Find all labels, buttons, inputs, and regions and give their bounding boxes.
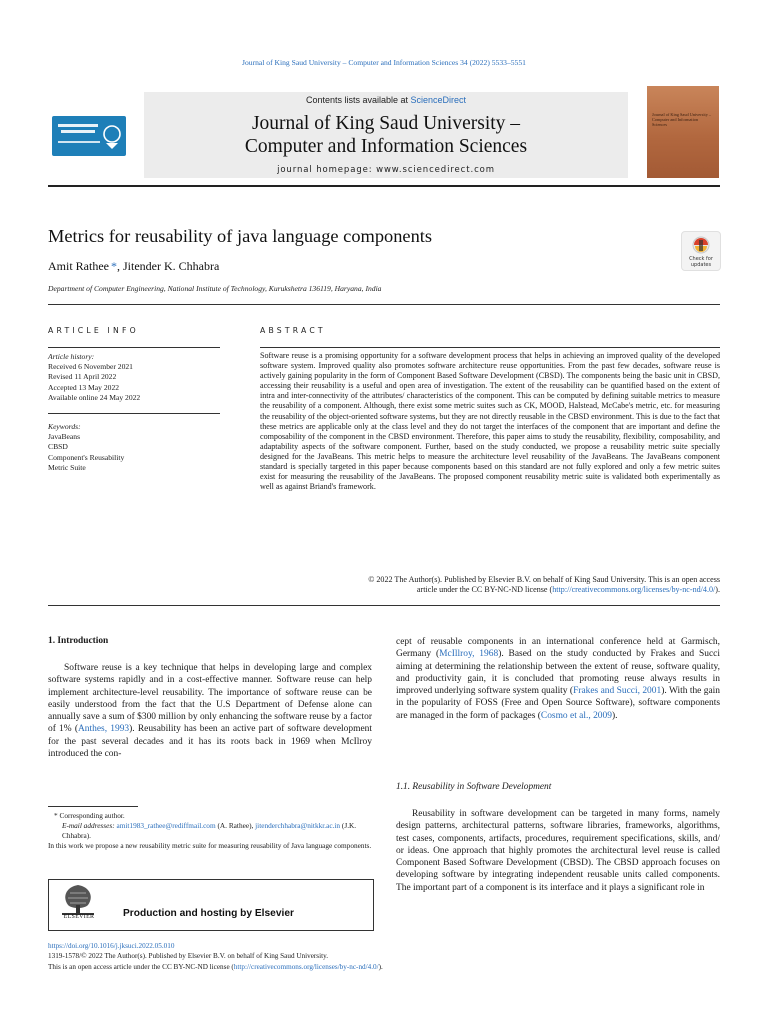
keyword: Component's Reusability (48, 452, 125, 462)
svg-text:updates: updates (690, 262, 712, 268)
check-for-updates-icon[interactable] (681, 231, 721, 271)
footnote-rule (48, 806, 138, 807)
ref-mcillroy-1968[interactable]: McIllroy, 1968 (439, 649, 499, 660)
authors (48, 259, 219, 274)
divider-top (48, 304, 720, 305)
keyword: JavaBeans (48, 432, 81, 442)
svg-text:Check for: Check for (689, 256, 713, 262)
sciencedirect-link[interactable]: ScienceDirect (410, 95, 467, 105)
article-info-rule (48, 347, 220, 348)
copyright-line2: article under the CC BY-NC-ND license (http://creativecommons.org/licenses/by-nc-nd/4.0/). (416, 585, 720, 595)
abstract-text: Software reuse is a promising opportunity for a software development process that helps in achieving an improved quality of the developed software system. Improved quality also promotes software architecture reuse opportunities. From the past few decades, software reuse is actively gaining popularity in the form of Component Based Software Development (CBSD). The components being the basic unit in CBSD, accessing their reusability is a useful and open area of investigation. The extent of the reusability can be quantified based on the extent of intra and inter-connectivity of the attributes/ characteristics of the component. This can be computed by defining suitable metrics to measure the reusability of a component. Although, there exist some metric suites such as CK, MOOD, Halstead, McCabe's metric, etc. for measuring the reusability of the object-oriented software systems, but they are not directly reusable in the CBSD environment. This is due to the fact that these metrics are applicable only at the class level and they do not target the interfaces of the component that are important and define the composability of the component in the CBSD environment. Therefore, this paper aims to study the reusability, flexibility, composability, and adaptability aspects of the software component. Further, based on the study conducted, we propose a reusability metric suite specially designed for the JavaBeans. This metric helps to measure the architecture level reusability of the JavaBeans. The JavaBeans component standard is specially targeted in this paper because components based on this standard are not fully explored and only a few metric suites exist for measuring the reusability of the JavaBeans. The proposed component reusability metric suite is validated both experimentally as well as against Briand's framework. (260, 351, 720, 492)
keywords (48, 422, 220, 473)
email-rathee-link[interactable]: amit1983_rathee@rediffmail.com (116, 821, 216, 831)
doi-link[interactable]: https://doi.org/10.1016/j.jksuci.2022.05.010 (48, 942, 175, 950)
journal-title (144, 112, 628, 158)
keywords-label: Keywords: (48, 422, 81, 431)
intro-paragraph-1: Software reuse is a key technique that helps in developing large and complex software systems rapidly and in a cost-effective manner. Software reuse can help implement architecture-level reusability. The importance of software reuse can be easily understood from the fact that the U.S Department of Defense alone can annually save a sum of $300 million by only enhancing the software reuse by a factor of 1% (Anthes, 1993). Reusability has been an active part of software development for the past several decades and it has its roots back in 1969 when McIlroy introduced the con- (48, 663, 372, 760)
history-online: Available online 24 May 2022 (48, 392, 141, 402)
article-title: Metrics for reusability of java language components (48, 226, 433, 246)
history-accepted: Accepted 13 May 2022 (48, 382, 120, 392)
contents-prefix: Contents lists available at (305, 95, 411, 105)
keyword: CBSD (48, 442, 68, 452)
section-heading-introduction: 1. Introduction (48, 636, 109, 646)
page-footer (48, 941, 720, 972)
article-history (48, 352, 220, 403)
footnotes (48, 811, 372, 851)
email-chhabra-link[interactable]: jitenderchhabra@nitkkr.ac.in (255, 821, 341, 831)
journal-title-line2: Computer and Information Sciences (244, 136, 528, 157)
keywords-rule (48, 413, 220, 414)
footer-license-link[interactable]: http://creativecommons.org/licenses/by-nc-nd/4.0/ (233, 962, 379, 971)
journal-cover-text: Journal of King Saud University – Computer and Information Sciences (652, 112, 712, 128)
keyword: Metric Suite (48, 462, 86, 472)
footnote-emails: E-mail addresses: amit1983_rathee@rediffmail.com (A. Rathee), jitenderchhabra@nitkkr.ac.in (J.K. Chhabra). (62, 821, 357, 841)
elsevier-wordmark: ELSEVIER (63, 914, 95, 920)
corresponding-mark[interactable]: * (110, 259, 117, 273)
intro-paragraph-1-continued: cept of reusable components in an international conference held at Garmisch, Germany (McIllroy, 1968). Based on the study conducted by Frakes and Succi aiming at determining the relationship between the extent of reuse, software quality, and productivity gain, it is concluded that promoting reuse always results in improved underlying software system quality (Frakes and Succi, 2001). With the gain in the popularity of FOSS (Free and Open Source Software), software components are managed in the form of packages (Cosmo et al., 2009). (396, 637, 720, 721)
history-label: Article history: (48, 352, 95, 361)
author-separator: , (116, 259, 123, 273)
ref-cosmo-2009[interactable]: Cosmo et al., 2009 (540, 710, 612, 721)
affiliation: Department of Computer Engineering, National Institute of Technology, Kurukshetra 136119, Haryana, India (48, 284, 382, 293)
masthead-rule (48, 185, 720, 187)
author-2: Jitender K. Chhabra (122, 259, 220, 273)
divider-mid (48, 605, 720, 606)
elsevier-tree-icon (58, 883, 98, 917)
journal-citation[interactable]: Journal of King Saud University – Computer and Information Sciences 34 (2022) 5533–5551 (242, 58, 526, 67)
ksu-logo-icon (52, 116, 126, 156)
abstract-heading: ABSTRACT (260, 326, 326, 335)
abstract-copyright (260, 575, 720, 595)
copyright-line1: © 2022 The Author(s). Published by Elsevier B.V. on behalf of King Saud University. This is an open access (368, 575, 720, 584)
abstract-rule (260, 347, 720, 348)
elsevier-hosting-text: Production and hosting by Elsevier (123, 908, 294, 919)
reusability-paragraph: Reusability in software development can be targeted in many forms, namely design patterns, architectural patterns, software libraries, frameworks, algorithms, test cases, components, artifacts, procedures, requirement specifications, skills, and/ or ideas. One approach that highly promotes the architectural level reuse is called Component Based Software Development (CBSD). The CBSD approach focuses on developing software by integrating independent reusable units called components. The important part of a component is its interface and it plays a significant role in (396, 809, 720, 893)
footnote-corresponding: * Corresponding author. (54, 811, 125, 820)
article-info-heading: ARTICLE INFO (48, 326, 139, 335)
contents-availability (144, 95, 628, 105)
ref-anthes-1993[interactable]: Anthes, 1993 (77, 724, 130, 735)
footnote-note: In this work we propose a new reusability metric suite for measuring reusability of Java language components. (48, 841, 372, 851)
history-revised: Revised 11 April 2022 (48, 372, 117, 382)
history-received: Received 6 November 2021 (48, 362, 133, 372)
journal-homepage[interactable]: journal homepage: www.sciencedirect.com (277, 165, 495, 175)
journal-cover-image (647, 86, 719, 178)
oa-line: This is an open access article under the CC BY-NC-ND license (http://creativecommons.org/licenses/by-nc-nd/4.0/). (48, 962, 383, 971)
license-link[interactable]: http://creativecommons.org/licenses/by-nc-nd/4.0/ (552, 585, 716, 595)
author-1: Amit Rathee (48, 259, 109, 273)
subsection-heading-reusability: 1.1. Reusability in Software Development (396, 782, 552, 792)
journal-title-line1: Journal of King Saud University – (251, 113, 521, 134)
issn-line: 1319-1578/© 2022 The Author(s). Published by Elsevier B.V. on behalf of King Saud University. (48, 952, 329, 961)
ref-frakes-succi-2001[interactable]: Frakes and Succi, 2001 (573, 686, 662, 697)
